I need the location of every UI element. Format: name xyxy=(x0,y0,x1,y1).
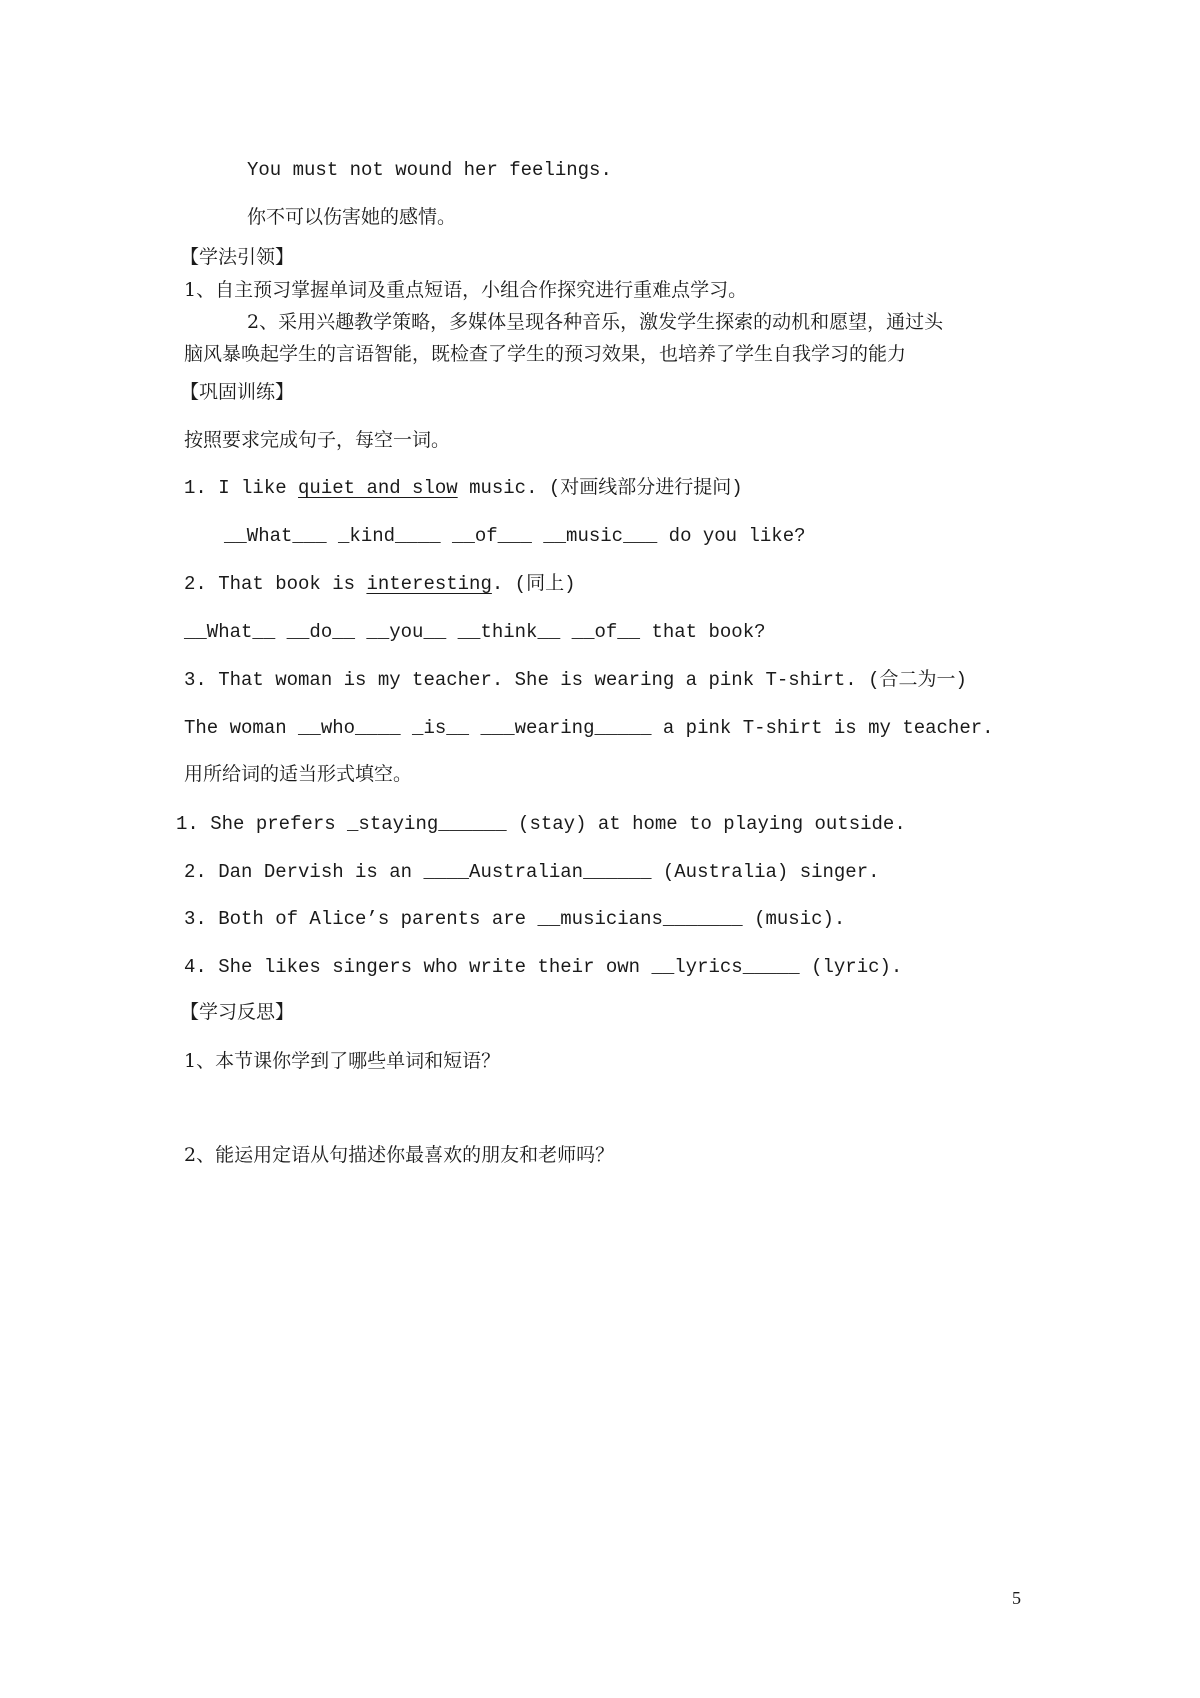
fill-in-item-2: 2. Dan Dervish is an ____Australian______ (Australia) singer. xyxy=(184,861,880,883)
question-1-prefix: 1. I like xyxy=(184,477,299,499)
section-heading-method: 【学法引领】 xyxy=(180,246,295,268)
question-1-underlined: quiet and slow xyxy=(298,477,458,499)
reflection-question-1: 1、本节课你学到了哪些单词和短语？ xyxy=(184,1050,501,1072)
fill-in-item-1: 1. She prefers _staying______ (stay) at home to playing outside. xyxy=(176,813,906,835)
question-1 xyxy=(184,476,743,500)
fill-in-item-3: 3. Both of Alice’s parents are __musicians_______ (music). xyxy=(184,908,846,930)
example-sentence-chinese: 你不可以伤害她的感情。 xyxy=(247,206,457,228)
reflection-question-2: 2、能运用定语从句描述你最喜欢的朋友和老师吗？ xyxy=(184,1144,615,1166)
answer-2: __What__ __do__ __you__ __think__ __of__ that book? xyxy=(184,621,766,643)
question-2 xyxy=(184,572,575,596)
question-2-underlined: interesting xyxy=(366,573,492,595)
section-heading-reflection: 【学习反思】 xyxy=(180,1001,295,1023)
method-item-2-line-2: 脑风暴唤起学生的言语智能，既检查了学生的预习效果，也培养了学生自我学习的能力 xyxy=(184,343,907,365)
question-2-suffix: . (同上) xyxy=(491,573,576,595)
answer-1: __What___ _kind____ __of___ __music___ do you like? xyxy=(224,525,806,547)
question-3: 3. That woman is my teacher. She is wearing a pink T-shirt. (合二为一) xyxy=(184,669,967,691)
section-heading-practice: 【巩固训练】 xyxy=(180,381,295,403)
page-number: 5 xyxy=(1012,1588,1021,1608)
question-2-prefix: 2. That book is xyxy=(184,573,367,595)
fill-in-item-4: 4. She likes singers who write their own __lyrics_____ (lyric). xyxy=(184,956,903,978)
method-item-2-line-1: 2、采用兴趣教学策略，多媒体呈现各种音乐，激发学生探索的动机和愿望，通过头 xyxy=(247,311,944,333)
method-item-1: 1、自主预习掌握单词及重点短语，小组合作探究进行重难点学习。 xyxy=(184,279,748,301)
answer-3: The woman __who____ _is__ ___wearing_____ a pink T-shirt is my teacher. xyxy=(184,717,994,739)
practice-instruction: 按照要求完成句子，每空一词。 xyxy=(184,429,451,451)
fill-in-instruction: 用所给词的适当形式填空。 xyxy=(184,763,413,785)
question-1-suffix: music. (对画线部分进行提问) xyxy=(457,477,743,499)
example-sentence-english: You must not wound her feelings. xyxy=(247,159,612,181)
